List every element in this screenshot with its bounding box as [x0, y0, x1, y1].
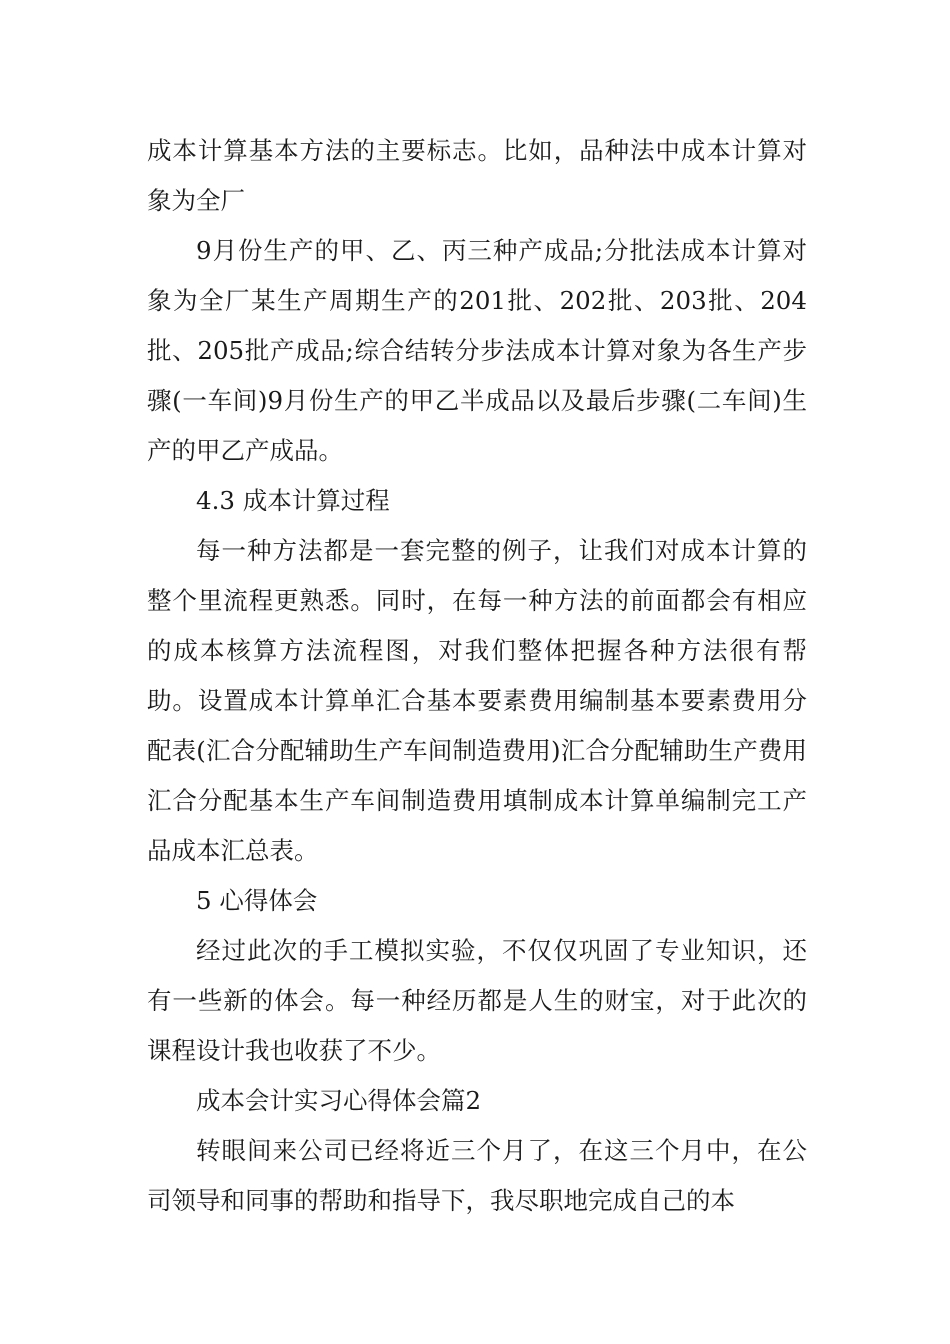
paragraph-article-2-intro: 转眼间来公司已经将近三个月了，在这三个月中，在公司领导和同事的帮助和指导下，我尽职地完成自己的本 — [147, 1136, 807, 1215]
section-heading-5: 5 心得体会 — [196, 886, 318, 915]
document-body — [147, 126, 807, 1226]
paragraph-experience: 经过此次的手工模拟实验，不仅仅巩固了专业知识，还有一些新的体会。每一种经历都是人生的财宝，对于此次的课程设计我也收获了不少。 — [147, 936, 807, 1065]
paragraph-calculation-process: 每一种方法都是一套完整的例子，让我们对成本计算的整个里流程更熟悉。同时，在每一种方法的前面都会有相应的成本核算方法流程图，对我们整体把握各种方法很有帮助。设置成本计算单汇合基本要素费用编制基本要素费用分配表(汇合分配辅助生产车间制造费用)汇合分配辅助生产费用汇合分配基本生产车间制造费用填制成本计算单编制完工产品成本汇总表。 — [147, 536, 807, 865]
article-title-2: 成本会计实习心得体会篇2 — [196, 1086, 482, 1115]
section-heading-4-3: 4.3 成本计算过程 — [196, 486, 390, 515]
paragraph-calculation-objects: 9月份生产的甲、乙、丙三种产成品;分批法成本计算对象为全厂某生产周期生产的201批、202批、203批、204批、205批产成品;综合结转分步法成本计算对象为各生产步骤(一车间)9月份生产的甲乙半成品以及最后步骤(二车间)生产的甲乙产成品。 — [147, 236, 807, 465]
paragraph-continuation: 成本计算基本方法的主要标志。比如，品种法中成本计算对象为全厂 — [147, 136, 807, 215]
